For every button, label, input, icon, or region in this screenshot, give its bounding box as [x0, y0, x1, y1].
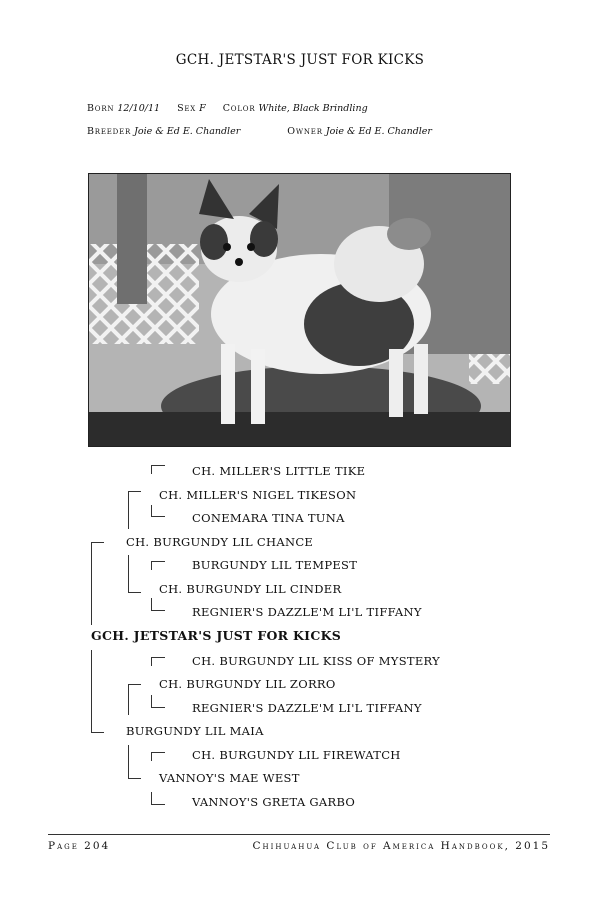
owner-label: Owner: [287, 126, 323, 137]
footer-page-number: Page 204: [48, 840, 111, 852]
connector-dam: [91, 650, 104, 733]
connector-dam-sire-sire: [151, 657, 165, 666]
breeder-label: Breeder: [87, 126, 132, 137]
owner-value: Joie & Ed E. Chandler: [325, 126, 432, 137]
connector-sire-sire-dam: [151, 505, 165, 517]
connector-sire: [91, 542, 104, 625]
breeder-value: Joie & Ed E. Chandler: [134, 126, 241, 137]
footer-rule: [48, 834, 550, 835]
pedigree-sire-dam-sire: BURGUNDY LIL TEMPEST: [192, 558, 358, 572]
pedigree-dam-sire: CH. BURGUNDY LIL ZORRO: [159, 677, 336, 691]
footer-publication: Chihuahua Club of America Handbook, 2015: [252, 840, 550, 852]
born-value: 12/10/11: [117, 103, 161, 114]
dog-photo: [88, 173, 511, 447]
pedigree-sire-sire: CH. MILLER'S NIGEL TIKESON: [159, 488, 357, 502]
pedigree-dam-dam-sire: CH. BURGUNDY LIL FIREWATCH: [192, 748, 401, 762]
pedigree-sire: CH. BURGUNDY LIL CHANCE: [126, 535, 314, 549]
sex-label: Sex: [177, 103, 197, 114]
pedigree-sire-dam-dam: REGNIER'S DAZZLE'M LI'L TIFFANY: [192, 605, 422, 619]
connector-sire-sire-sire: [151, 465, 165, 474]
dog-info-line-2: [87, 126, 432, 137]
pedigree-dam: BURGUNDY LIL MAIA: [126, 724, 264, 738]
page-title: GCH. JETSTAR'S JUST FOR KICKS: [175, 52, 425, 68]
pedigree-sire-dam: CH. BURGUNDY LIL CINDER: [159, 582, 342, 596]
pedigree-dam-sire-sire: CH. BURGUNDY LIL KISS OF MYSTERY: [192, 654, 441, 668]
connector-sire-dam: [128, 555, 141, 593]
color-label: Color: [222, 103, 256, 114]
connector-sire-dam-dam: [151, 598, 165, 611]
pedigree-subject: GCH. JETSTAR'S JUST FOR KICKS: [91, 628, 342, 643]
color-value: White, Black Brindling: [258, 103, 368, 114]
connector-dam-dam-sire: [151, 752, 165, 761]
pedigree-sire-sire-dam: CONEMARA TINA TUNA: [192, 511, 345, 525]
pedigree-dam-sire-dam: REGNIER'S DAZZLE'M LI'L TIFFANY: [192, 701, 422, 715]
connector-sire-dam-sire: [151, 561, 165, 570]
dog-info-line-1: [87, 103, 368, 114]
pedigree-dam-dam-dam: VANNOY'S GRETA GARBO: [192, 795, 356, 809]
connector-dam-dam: [128, 745, 141, 779]
pedigree-dam-dam: VANNOY'S MAE WEST: [159, 771, 300, 785]
connector-dam-sire-dam: [151, 695, 165, 708]
connector-dam-sire: [128, 684, 141, 715]
connector-dam-dam-dam: [151, 792, 165, 805]
sex-value: F: [199, 103, 206, 114]
born-label: Born: [87, 103, 115, 114]
connector-sire-sire: [128, 491, 141, 529]
pedigree-sire-sire-sire: CH. MILLER'S LITTLE TIKE: [192, 464, 366, 478]
